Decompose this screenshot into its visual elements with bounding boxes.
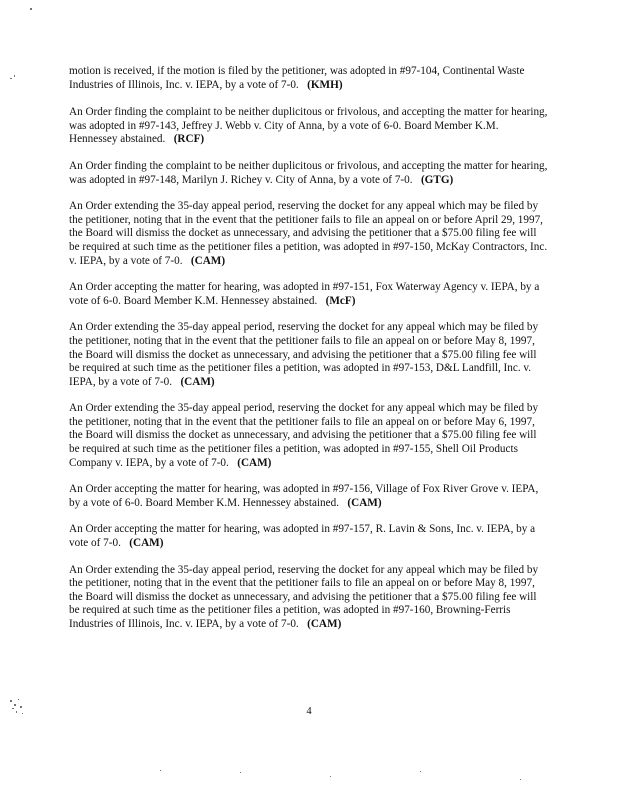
paragraph-text: motion is received, if the motion is filed by the petitioner, was adopted in #97-104, Continental Waste Industries of Illinois, Inc. v. IEPA, by a vote of 7-0.: [69, 65, 525, 91]
initials-code: (CAM): [129, 537, 164, 550]
paragraph-text: An Order accepting the matter for hearing, was adopted in #97-151, Fox Waterway Agency v. IEPA, by a vote of 6-0. Board Member K.M. Hennessey abstained.: [69, 281, 540, 307]
paragraph: [69, 65, 549, 92]
paragraph-text: An Order extending the 35-day appeal period, reserving the docket for any appeal which may be filed by the petitioner, noting that in the event that the petitioner fails to file an appeal on or before May 6, 1997, the Board will dismiss the docket as unnecessary, and advising the petitioner that a $75.00 filing fee will be required at such time as the petitioner files a petition, was adopted in #97-155, Shell Oil Products Company v. IEPA, by a vote of 7-0.: [69, 402, 539, 469]
paragraph: [69, 281, 549, 308]
initials-code: (KMH): [307, 78, 343, 91]
paragraph-text: An Order extending the 35-day appeal period, reserving the docket for any appeal which may be filed by the petitioner, noting that in the event that the petitioner fails to file an appeal on or before April 29, 1997, the Board will dismiss the docket as unnecessary, and advising the petitioner that a $75.00 filing fee will be required at such time as the petitioner files a petition, was adopted in #97-150, McKay Contractors, Inc. v. IEPA, by a vote of 7-0.: [69, 200, 548, 267]
paragraph: [69, 160, 549, 187]
paragraph: [69, 200, 549, 268]
initials-code: (CAM): [347, 496, 382, 509]
paragraph-text: An Order accepting the matter for hearing, was adopted in #97-156, Village of Fox River Grove v. IEPA, by a vote of 6-0. Board Member K.M. Hennessey abstained.: [69, 483, 539, 509]
initials-code: (CAM): [237, 456, 272, 469]
initials-code: (GTG): [420, 173, 454, 186]
paragraph: [69, 402, 549, 470]
paragraph: [69, 564, 549, 632]
paragraph: [69, 321, 549, 389]
initials-code: (CAM): [307, 618, 342, 630]
paragraph: [69, 523, 549, 550]
initials-code: (CAM): [180, 375, 215, 388]
paragraph: [69, 483, 549, 510]
paragraph-text: An Order extending the 35-day appeal period, reserving the docket for any appeal which may be filed by the petitioner, noting that in the event that the petitioner fails to file an appeal on or before May 8, 1997, the Board will dismiss the docket as unnecessary, and advising the petitioner that a $75.00 filing fee will be required at such time as the petitioner files a petition, was adopted in #97-153, D&L Landfill, Inc. v. IEPA, by a vote of 7-0.: [69, 321, 539, 388]
document-body: [69, 65, 549, 645]
paragraph: [69, 106, 549, 147]
paragraph-text: An Order accepting the matter for hearing, was adopted in #97-157, R. Lavin & Sons, Inc. v. IEPA, by a vote of 7-0.: [69, 523, 536, 550]
initials-code: (McF): [325, 294, 356, 307]
paragraph-text: An Order finding the complaint to be neither duplicitous or frivolous, and accepting the matter for hearing, was adopted in #97-148, Marilyn J. Richey v. City of Anna, by a vote of 7-0.: [69, 159, 548, 186]
page-number: 4: [306, 706, 312, 717]
paragraph-text: An Order extending the 35-day appeal period, reserving the docket for any appeal which may be filed by the petitioner, noting that in the event that the petitioner fails to file an appeal on or before May 8, 1997, the Board will dismiss the docket as unnecessary, and advising the petitioner that a $75.00 filing fee will be required at such time as the petitioner files a petition, was adopted in #97-160, Browning-Ferris Industries of Illinois, Inc. v. IEPA, by a vote of 7-0.: [69, 563, 539, 630]
initials-code: (RCF): [173, 133, 205, 146]
initials-code: (CAM): [190, 254, 226, 267]
paragraph-text: An Order finding the complaint to be neither duplicitous or frivolous, and accepting the matter for hearing, was adopted in #97-143, Jeffrey J. Webb v. City of Anna, by a vote of 6-0. Board Member K.M. Hennessey abstained.: [69, 106, 548, 146]
